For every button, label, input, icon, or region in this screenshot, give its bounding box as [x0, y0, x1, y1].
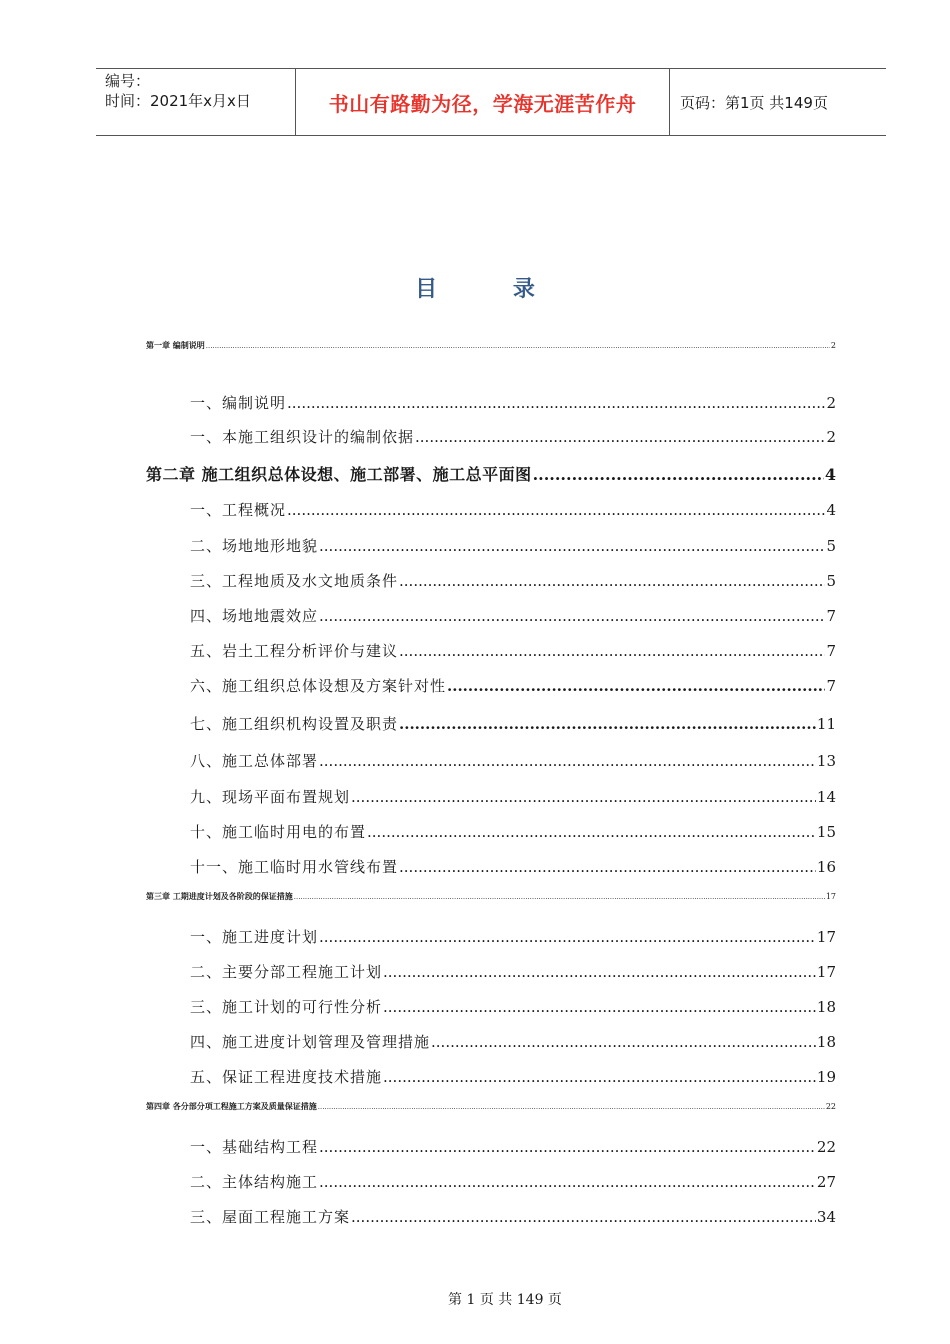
toc-leader — [399, 715, 816, 733]
toc-entry-page: 4 — [826, 501, 836, 519]
toc-entry-page: 27 — [816, 1173, 836, 1191]
toc-leader — [319, 928, 816, 946]
toc-entry-page: 7 — [826, 607, 836, 625]
toc-entry-text: 一、施工进度计划 — [190, 928, 319, 946]
header-meta — [96, 69, 296, 135]
toc-entry-page: 17 — [825, 892, 836, 901]
toc-leader — [319, 1138, 816, 1156]
header-time: 时间：2021年x月x日 — [105, 92, 251, 110]
toc-entry-text: 一、编制说明 — [190, 394, 287, 412]
toc-entry-page: 2 — [830, 341, 836, 350]
toc-leader — [399, 858, 816, 876]
toc-entry-text: 第一章 编制说明 — [146, 341, 205, 350]
toc-entry-text: 第三章 工期进度计划及各阶段的保证措施 — [146, 892, 293, 901]
toc-entry-text: 十一、施工临时用水管线布置 — [190, 858, 399, 876]
toc-section[interactable] — [190, 856, 836, 877]
toc-chapter-2[interactable] — [146, 462, 836, 485]
toc-entry-page: 7 — [826, 677, 836, 695]
toc-entry-page: 7 — [826, 642, 836, 660]
toc-entry-text: 八、施工总体部署 — [190, 752, 319, 770]
toc-entry-page: 11 — [816, 715, 836, 733]
toc-section[interactable] — [190, 926, 836, 947]
toc-section[interactable] — [190, 570, 836, 591]
header-number-label: 编号： — [105, 72, 151, 90]
toc-leader — [319, 1173, 816, 1191]
toc-leader — [383, 1068, 816, 1086]
toc-entry-text: 一、工程概况 — [190, 501, 287, 519]
toc-chapter-3[interactable] — [146, 891, 836, 902]
toc-leader — [287, 501, 825, 519]
toc-leader — [431, 1033, 816, 1051]
toc-section[interactable] — [190, 1206, 836, 1227]
toc-leader — [294, 892, 825, 901]
header-page-info: 页码：第1页 共149页 — [680, 93, 828, 112]
toc-leader — [399, 572, 825, 590]
toc-entry-text: 三、屋面工程施工方案 — [190, 1208, 351, 1226]
toc-entry-page: 13 — [816, 752, 836, 770]
toc-section[interactable] — [190, 499, 836, 520]
toc-entry-page: 18 — [816, 998, 836, 1016]
toc-section[interactable] — [190, 392, 836, 413]
toc-leader — [383, 998, 816, 1016]
toc-entry-page: 4 — [824, 465, 836, 484]
toc-section[interactable] — [190, 1136, 836, 1157]
toc-entry-text: 第二章 施工组织总体设想、施工部署、施工总平面图 — [146, 465, 532, 484]
toc-leader — [351, 1208, 816, 1226]
toc-entry-text: 五、岩土工程分析评价与建议 — [190, 642, 399, 660]
toc-leader — [415, 428, 825, 446]
toc-section[interactable] — [190, 786, 836, 807]
toc-entry-page: 14 — [816, 788, 836, 806]
toc-section[interactable] — [190, 426, 836, 447]
toc-entry-page: 15 — [816, 823, 836, 841]
toc-entry-page: 34 — [816, 1208, 836, 1226]
toc-section[interactable] — [190, 1171, 836, 1192]
toc-entry-page: 18 — [816, 1033, 836, 1051]
toc-section[interactable] — [190, 996, 836, 1017]
toc-entry-text: 一、本施工组织设计的编制依据 — [190, 428, 415, 446]
toc-leader — [399, 642, 825, 660]
toc-leader — [319, 607, 825, 625]
toc-entry-text: 三、施工计划的可行性分析 — [190, 998, 383, 1016]
page-footer: 第 1 页 共 149 页 — [448, 1292, 562, 1308]
toc-title: 目 录 — [415, 277, 569, 302]
toc-entry-text: 二、场地地形地貌 — [190, 537, 319, 555]
toc-leader — [351, 788, 816, 806]
toc-entry-page: 2 — [826, 394, 836, 412]
toc-entry-text: 六、施工组织总体设想及方案针对性 — [190, 677, 447, 695]
toc-entry-text: 第四章 各分部分项工程施工方案及质量保证措施 — [146, 1102, 317, 1111]
toc-entry-text: 四、施工进度计划管理及管理措施 — [190, 1033, 431, 1051]
toc-entry-page: 16 — [816, 858, 836, 876]
toc-entry-page: 22 — [816, 1138, 836, 1156]
toc-entry-page: 5 — [826, 537, 836, 555]
toc-entry-page: 17 — [816, 963, 836, 981]
toc-leader — [383, 963, 816, 981]
toc-entry-text: 十、施工临时用电的布置 — [190, 823, 367, 841]
toc-section[interactable] — [190, 961, 836, 982]
toc-entry-text: 二、主要分部工程施工计划 — [190, 963, 383, 981]
toc-entry-page: 2 — [826, 428, 836, 446]
page-header — [96, 68, 886, 136]
toc-entry-text: 七、施工组织机构设置及职责 — [190, 715, 399, 733]
header-motto: 书山有路勤为径，学海无涯苦作舟 — [296, 69, 670, 135]
toc-section[interactable] — [190, 675, 836, 696]
toc-leader — [206, 341, 830, 350]
toc-section[interactable] — [190, 1031, 836, 1052]
toc-entry-text: 二、主体结构施工 — [190, 1173, 319, 1191]
toc-section[interactable] — [190, 640, 836, 661]
toc-entry-page: 22 — [825, 1102, 836, 1111]
toc-leader — [319, 537, 825, 555]
toc-entry-page: 17 — [816, 928, 836, 946]
toc-leader — [367, 823, 816, 841]
toc-section[interactable] — [190, 1066, 836, 1087]
toc-section[interactable] — [190, 535, 836, 556]
toc-entry-text: 三、工程地质及水文地质条件 — [190, 572, 399, 590]
toc-section[interactable] — [190, 605, 836, 626]
toc-section[interactable] — [190, 750, 836, 771]
toc-section[interactable] — [190, 713, 836, 734]
toc-entry-text: 九、现场平面布置规划 — [190, 788, 351, 806]
toc-leader — [319, 752, 816, 770]
toc-entry-text: 四、场地地震效应 — [190, 607, 319, 625]
toc-entry-page: 5 — [826, 572, 836, 590]
toc-entry-text: 五、保证工程进度技术措施 — [190, 1068, 383, 1086]
toc-leader — [287, 394, 825, 412]
toc-leader — [318, 1102, 825, 1111]
toc-entry-text: 一、基础结构工程 — [190, 1138, 319, 1156]
toc-chapter-4[interactable] — [146, 1101, 836, 1112]
toc-leader — [533, 465, 824, 484]
toc-leader — [447, 677, 825, 695]
toc-entry-page: 19 — [816, 1068, 836, 1086]
toc-chapter-1[interactable] — [146, 340, 836, 351]
toc-section[interactable] — [190, 821, 836, 842]
